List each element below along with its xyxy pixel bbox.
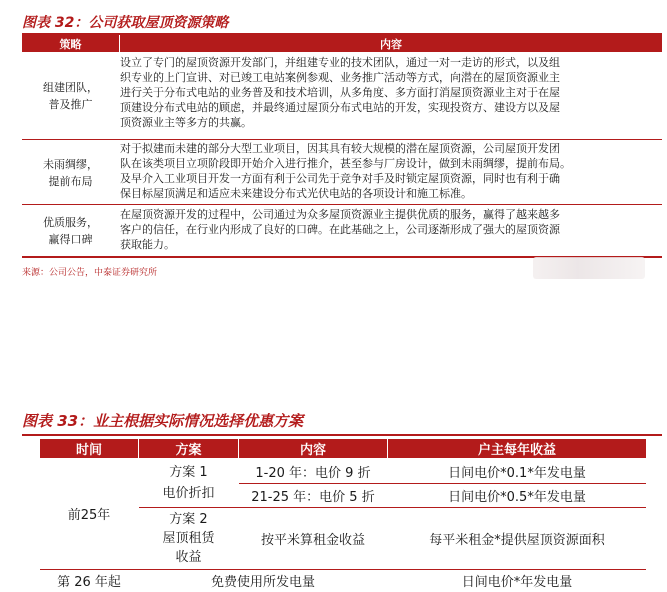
content-line: 保目标屋顶满足和适应未来建设分布式光伏电站的各项设计和施工标准。 [120,187,472,200]
table33-header-plan: 方案 [139,439,238,458]
plan2-line: 收益 [175,549,202,565]
content-line: 织专业的上门宣讲、对已竣工电站案例参观、业务推广活动等方式，向潜在的屋顶资源业主 [120,71,560,84]
plan2-content: 按平米算租金收益 [260,532,365,548]
strategy-line: 赢得口碑 [48,233,93,246]
figure-33-title: 图表 33：业主根据实际情况选择优惠方案 [22,412,304,430]
content-line: 队在该类项目立项阶段即开始介入进行推介，甚至参与厂房设计，做到未雨绸缪，提前布局。 [120,157,571,170]
table32-row3-content [120,207,655,252]
plan2-income: 每平米租金*提供屋顶资源面积 [429,532,605,548]
content-line: 进行关于分布式电站的业务普及和技术培训，从多角度、多方面打消屋顶资源业主对于在屋 [120,86,560,99]
plan1-line: 电价折扣 [162,486,215,501]
period2-income: 日间电价*年发电量 [461,574,573,590]
period-from-year-26: 第 26 年起 [57,574,121,590]
table33-header-income: 户主每年收益 [388,439,646,458]
strategy-line: 组建团队， [43,81,98,94]
table33-header-content: 内容 [239,439,387,458]
table32-row-divider [22,204,662,205]
content-line: 客户的信任，在行业内形成了良好的口碑。在此基础之上，公司逐渐形成了强大的屋顶资源 [120,223,560,236]
table32-row-divider [22,139,662,140]
table32-row2-content [120,141,655,201]
blurred-watermark [533,257,645,279]
table32-row1-content [120,55,655,130]
table32-row2-strategy [22,141,119,205]
table33-header-time: 时间 [40,439,138,458]
table32-header-strategy: 策略 [22,35,119,52]
plan1-content-row2: 21-25 年：电价 5 折 [251,490,375,505]
plan1-label [139,459,238,507]
strategy-line: 优质服务， [43,216,98,229]
content-line: 顶建设分布式电站的顾虑，并最终通过屋顶分布式电站的开发，实现投资方、建设方以及屋 [120,101,560,114]
content-line: 顶资源业主等多方的共赢。 [120,116,252,129]
content-line: 设立了专门的屋顶资源开发部门，并组建专业的技术团队，通过一对一走访的形式，以及组 [120,56,560,69]
table32-header-content: 内容 [120,35,662,52]
plan1-line: 方案 1 [169,465,208,480]
table32-row1-strategy [22,54,119,138]
content-line: 对于拟建而未建的部分大型工业项目，因其具有较大规模的潜在屋顶资源，公司屋顶开发团 [120,142,560,155]
strategy-line: 普及推广 [48,98,93,111]
content-line: 在屋顶资源开发的过程中，公司通过为众多屋顶资源业主提供优质的服务，赢得了越来越多 [120,208,560,221]
strategy-line: 未雨绸缪， [43,158,98,171]
plan1-content-row1: 1-20 年：电价 9 折 [255,465,371,481]
plan2-label [139,508,238,568]
plan2-line: 方案 2 [169,511,208,527]
figure-32-title: 图表 32：公司获取屋顶资源策略 [22,15,229,31]
period-first-25-years: 前25年 [67,508,111,523]
content-line: 及早介入工业项目开发一方面有利于公司先于竞争对手及时锁定屋顶资源，同时也有利于确 [120,172,560,185]
plan1-income-row1: 日间电价*0.1*年发电量 [448,465,586,481]
period2-content: 免费使用所发电量 [210,574,315,590]
plan1-income-row2: 日间电价*0.5*年发电量 [448,490,586,505]
plan2-line: 屋顶租赁 [162,530,215,546]
strategy-line: 提前布局 [48,175,93,188]
figure-33-top-rule [22,434,662,436]
figure-32-source: 来源：公司公告，中泰证券研究所 [22,268,158,278]
table32-row3-strategy [22,206,119,256]
content-line: 获取能力。 [120,238,175,251]
